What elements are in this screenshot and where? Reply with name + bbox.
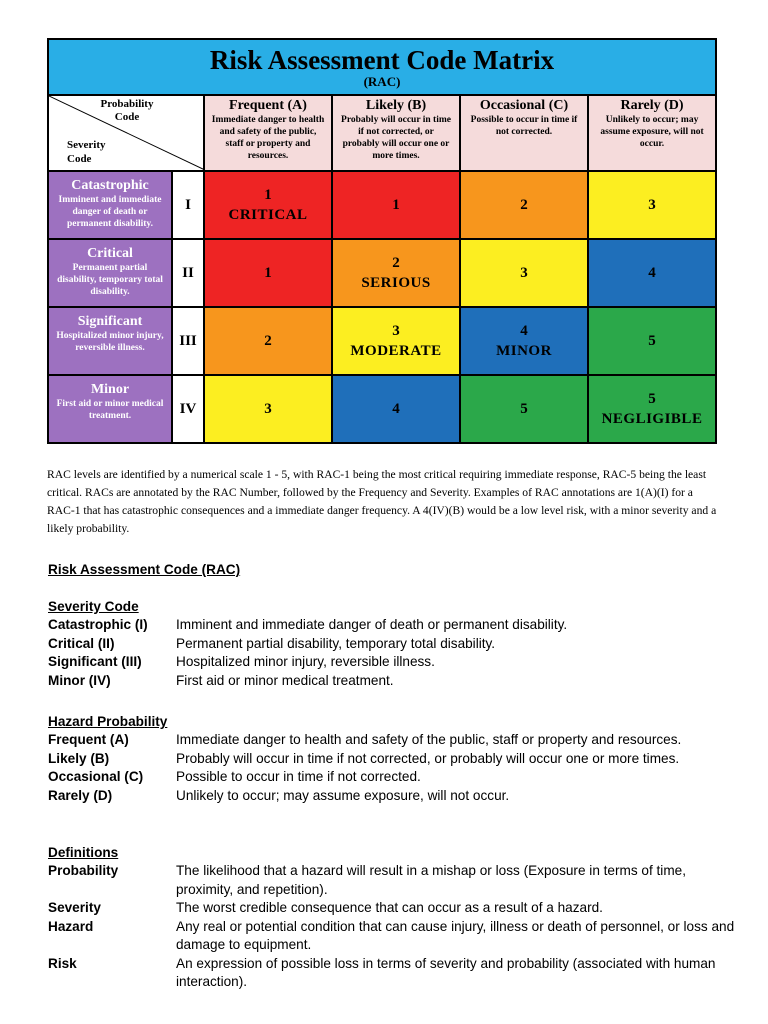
- severity-code-label: Severity Code: [67, 139, 106, 165]
- legend-term: Occasional (C): [48, 769, 144, 784]
- severity-roman: IV: [172, 375, 204, 443]
- legend-row: [48, 616, 738, 635]
- rac-number: 5: [520, 401, 528, 417]
- severity-header-significant: [48, 307, 172, 375]
- rac-number: 2: [392, 255, 400, 271]
- matrix-title: Risk Assessment Code Matrix: [209, 45, 555, 75]
- rac-cell: [460, 171, 588, 239]
- legend-def: Hospitalized minor injury, reversible illness.: [176, 654, 435, 669]
- legend-row: [48, 672, 738, 691]
- legend-term: Critical (II): [48, 635, 115, 651]
- rac-cell: [332, 307, 460, 375]
- legend-title: Risk Assessment Code (RAC): [48, 562, 241, 577]
- legend-term: Risk: [48, 955, 77, 971]
- legend-row: [48, 653, 738, 672]
- rac-level-label: NEGLIGIBLE: [601, 411, 703, 427]
- freq-header-occasional: [460, 95, 588, 171]
- hazard-probability-heading: Hazard Probability: [48, 714, 168, 729]
- legend-term: Severity: [48, 900, 101, 915]
- freq-name: Likely (B): [365, 98, 427, 113]
- legend-row: [48, 750, 738, 769]
- freq-desc: Probably will occur in time if not corrected, or probably will occur one or more times.: [341, 115, 451, 161]
- severity-header-catastrophic: [48, 171, 172, 239]
- legend-term: Catastrophic (I): [48, 617, 148, 632]
- freq-name: Frequent (A): [229, 98, 307, 113]
- definitions-section: [48, 843, 738, 992]
- freq-name: Rarely (D): [620, 98, 684, 113]
- rac-number: 2: [264, 333, 272, 349]
- rac-cell: [332, 239, 460, 307]
- legend-row: [48, 955, 738, 992]
- rac-cell: [332, 171, 460, 239]
- severity-roman: II: [172, 239, 204, 307]
- rac-level-label: MODERATE: [350, 343, 442, 359]
- legend-def: Any real or potential condition that can cause injury, illness or death of personnel, or loss and damage to equipment.: [176, 918, 735, 952]
- severity-desc: Imminent and immediate danger of death or permanent disability.: [58, 195, 162, 229]
- rac-number: 5: [648, 333, 656, 349]
- rac-number: 1: [264, 265, 272, 281]
- rac-cell: [588, 239, 716, 307]
- rac-cell: [204, 375, 332, 443]
- rac-cell: [460, 375, 588, 443]
- rac-cell: [460, 307, 588, 375]
- legend-row: [48, 862, 738, 899]
- hazard-probability-section: [48, 712, 738, 805]
- severity-roman: I: [172, 171, 204, 239]
- rac-number: 4: [392, 401, 400, 417]
- legend-def: Unlikely to occur; may assume exposure, will not occur.: [176, 787, 510, 803]
- rac-cell: [588, 375, 716, 443]
- rac-cell: [332, 375, 460, 443]
- legend-def: First aid or minor medical treatment.: [176, 672, 394, 688]
- freq-desc: Immediate danger to health and safety of the public, staff or property and resources.: [211, 115, 325, 161]
- corner-header: [48, 95, 204, 171]
- freq-header-likely: [332, 95, 460, 171]
- matrix-row-significant: [48, 307, 716, 375]
- legend-row: [48, 918, 738, 955]
- legend-section: [48, 560, 738, 579]
- legend-row: [48, 787, 738, 806]
- rac-cell: [460, 239, 588, 307]
- matrix-title-cell: [48, 39, 716, 95]
- legend-def: Immediate danger to health and safety of the public, staff or property and resources.: [176, 732, 682, 747]
- freq-name: Occasional (C): [479, 98, 569, 113]
- freq-header-rarely: [588, 95, 716, 171]
- legend-def: Imminent and immediate danger of death or permanent disability.: [176, 617, 568, 632]
- rac-number: 4: [520, 323, 528, 339]
- rac-cell: [204, 171, 332, 239]
- rac-level-label: CRITICAL: [228, 207, 308, 223]
- definitions-heading: Definitions: [48, 845, 119, 860]
- rac-level-label: SERIOUS: [361, 275, 431, 291]
- legend-def: Permanent partial disability, temporary total disability.: [176, 635, 496, 651]
- severity-name: Catastrophic: [71, 178, 149, 193]
- rac-number: 3: [264, 401, 272, 417]
- rac-cell: [204, 239, 332, 307]
- legend-term: Minor (IV): [48, 672, 111, 688]
- rac-number: 3: [392, 323, 400, 339]
- severity-header-critical: [48, 239, 172, 307]
- severity-code-heading: Severity Code: [48, 599, 139, 614]
- legend-term: Probability: [48, 863, 119, 878]
- severity-name: Minor: [90, 382, 130, 397]
- severity-name: Significant: [77, 314, 143, 329]
- legend-term: Likely (B): [48, 750, 110, 766]
- severity-desc: Hospitalized minor injury, reversible illness.: [56, 331, 164, 353]
- severity-desc: Permanent partial disability, temporary total disability.: [57, 263, 163, 297]
- legend-term: Significant (III): [48, 654, 142, 669]
- legend-def: An expression of possible loss in terms of severity and probability (associated with human interaction).: [176, 955, 716, 989]
- severity-roman: III: [172, 307, 204, 375]
- legend-row: [48, 635, 738, 654]
- matrix-subtitle: (RAC): [363, 74, 401, 89]
- severity-desc: First aid or minor medical treatment.: [56, 399, 164, 421]
- rac-explanation-note: RAC levels are identified by a numerical scale 1 - 5, with RAC-1 being the most critical requiring immediate response, RAC-5 being the least critical. RACs are annotated by the RAC Number, followed by the Frequency and Severity. Examples of RAC annotations are 1(A)(I) for a RAC-1 that has catastrophic consequences and a immediate danger frequency. A 4(IV)(B) would be a low level risk, with a minor severity and a likely probability.: [47, 468, 717, 535]
- rac-cell: [588, 171, 716, 239]
- rac-cell: [588, 307, 716, 375]
- legend-row: [48, 731, 738, 750]
- severity-name: Critical: [87, 246, 133, 261]
- legend-def: Possible to occur in time if not corrected.: [176, 769, 421, 784]
- risk-matrix-table: [47, 38, 717, 444]
- severity-code-section: [48, 597, 738, 690]
- legend-def: The worst credible consequence that can occur as a result of a hazard.: [176, 900, 603, 915]
- legend-def: Probably will occur in time if not corrected, or probably will occur one or more times.: [176, 750, 680, 766]
- freq-desc: Possible to occur in time if not corrected.: [470, 115, 578, 137]
- rac-number: 1: [392, 197, 400, 213]
- rac-cell: [204, 307, 332, 375]
- legend-def: The likelihood that a hazard will result in a mishap or loss (Exposure in terms of time, proximity, and repetition).: [176, 863, 686, 897]
- legend-row: [48, 768, 738, 787]
- freq-desc: Unlikely to occur; may assume exposure, will not occur.: [600, 115, 704, 149]
- legend-term: Hazard: [48, 918, 94, 934]
- legend-term: Rarely (D): [48, 787, 113, 803]
- legend-row: [48, 899, 738, 918]
- severity-header-minor: [48, 375, 172, 443]
- rac-number: 4: [648, 265, 656, 281]
- matrix-row-critical: [48, 239, 716, 307]
- freq-header-frequent: [204, 95, 332, 171]
- matrix-row-catastrophic: [48, 171, 716, 239]
- legend-term: Frequent (A): [48, 732, 129, 747]
- rac-number: 1: [264, 187, 272, 203]
- rac-number: 2: [520, 197, 528, 213]
- rac-number: 3: [648, 197, 656, 213]
- rac-level-label: MINOR: [496, 343, 552, 359]
- rac-number: 5: [648, 391, 656, 407]
- matrix-row-minor: [48, 375, 716, 443]
- rac-number: 3: [520, 265, 528, 281]
- probability-code-label: Probability Code: [100, 98, 154, 123]
